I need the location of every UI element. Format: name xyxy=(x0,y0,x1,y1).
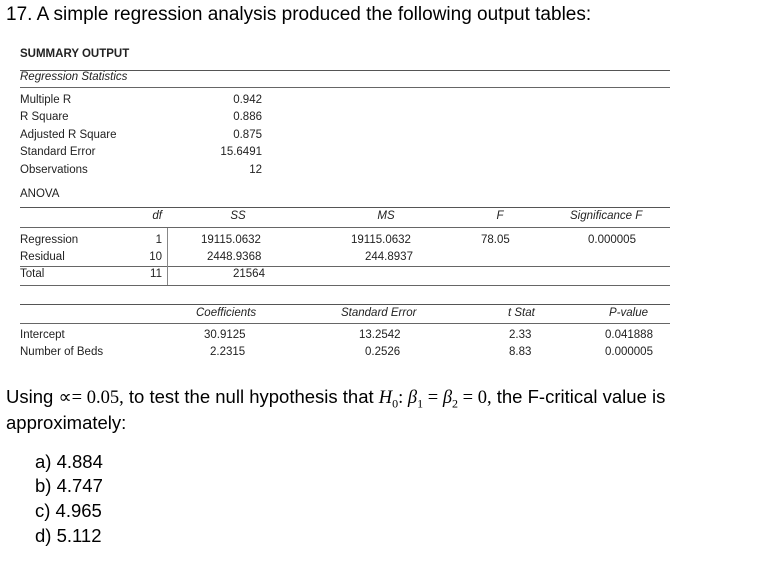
anova-header-ss: SS xyxy=(230,210,246,222)
option-c: c) 4.965 xyxy=(35,500,102,521)
coef-row-label: Intercept xyxy=(20,329,65,341)
coef-cell-p-value: 0.041888 xyxy=(605,329,653,341)
question-title: 17. A simple regression analysis produced the following output tables: xyxy=(6,4,592,25)
anova-rule-top xyxy=(20,207,670,208)
stat-label: R Square xyxy=(20,111,69,123)
hypothesis-h: H xyxy=(378,388,393,408)
coef-cell-t-stat: 8.83 xyxy=(509,346,532,358)
alpha-symbol: ∝ xyxy=(58,388,72,408)
stat-label: Observations xyxy=(20,164,88,176)
hypothesis-colon: : xyxy=(398,388,408,408)
anova-title: ANOVA xyxy=(20,188,60,200)
question-prompt-line1 xyxy=(6,386,665,412)
anova-header-ms: MS xyxy=(377,210,395,222)
summary-title: SUMMARY OUTPUT xyxy=(20,48,130,60)
anova-row-label: Residual xyxy=(20,251,65,263)
prompt-text-before: Using xyxy=(6,386,59,407)
stat-label: Adjusted R Square xyxy=(20,129,117,141)
hypothesis-sub1: 1 xyxy=(417,396,424,411)
anova-header-f: F xyxy=(496,210,504,222)
stat-value: 0.942 xyxy=(233,94,262,106)
anova-header-df: df xyxy=(152,210,162,222)
anova-cell-df: 1 xyxy=(155,234,162,246)
stat-value: 12 xyxy=(249,164,262,176)
stat-label: Multiple R xyxy=(20,94,72,106)
anova-rule-mid xyxy=(20,227,670,228)
anova-rule-bottom xyxy=(20,285,670,286)
anova-vertical-divider xyxy=(167,228,168,285)
coef-cell-t-stat: 2.33 xyxy=(509,329,532,341)
anova-cell-ss: 21564 xyxy=(233,268,265,280)
hypothesis-tail: = 0, xyxy=(458,388,492,408)
anova-cell-ss: 19115.0632 xyxy=(201,234,261,246)
question-prompt-line2: approximately: xyxy=(6,412,127,433)
anova-cell-significance: 0.000005 xyxy=(588,234,636,246)
coef-rule-top xyxy=(20,304,670,305)
hypothesis-beta1: β xyxy=(407,388,418,408)
coef-cell-p-value: 0.000005 xyxy=(605,346,653,358)
coef-cell-coefficient: 2.2315 xyxy=(210,346,246,358)
option-d: d) 5.112 xyxy=(35,525,102,546)
coef-cell-standard-error: 0.2526 xyxy=(365,346,401,358)
coef-rule-mid xyxy=(20,323,670,324)
coef-cell-coefficient: 30.9125 xyxy=(204,329,246,341)
anova-header-significance: Significance F xyxy=(570,210,643,222)
anova-total-rule xyxy=(20,266,670,267)
summary-rule-mid xyxy=(20,87,670,88)
prompt-text-mid: to test the null hypothesis that xyxy=(123,386,379,407)
stat-value: 0.875 xyxy=(233,129,262,141)
hypothesis-sub0: 0 xyxy=(392,396,399,411)
anova-row-label: Total xyxy=(20,268,45,280)
stat-value: 0.886 xyxy=(233,111,262,123)
anova-row-label: Regression xyxy=(20,234,79,246)
anova-cell-f: 78.05 xyxy=(481,234,510,246)
stat-value: 15.6491 xyxy=(220,146,262,158)
anova-cell-ms: 19115.0632 xyxy=(351,234,411,246)
prompt-text-after: the F-critical value is xyxy=(491,386,666,407)
option-a: a) 4.884 xyxy=(35,451,103,472)
hypothesis-sub2: 2 xyxy=(452,396,459,411)
coef-header-standard-error: Standard Error xyxy=(341,307,417,319)
alpha-value: = 0.05, xyxy=(71,388,124,408)
hypothesis-beta2: β xyxy=(442,388,453,408)
anova-cell-df: 10 xyxy=(149,251,162,263)
anova-cell-df: 11 xyxy=(150,268,162,280)
hypothesis-eq: = xyxy=(423,388,443,408)
regression-statistics-header: Regression Statistics xyxy=(20,71,128,83)
coef-header-p-value: P-value xyxy=(609,307,648,319)
option-b: b) 4.747 xyxy=(35,475,103,496)
stat-label: Standard Error xyxy=(20,146,96,158)
coef-header-coefficients: Coefficients xyxy=(196,307,257,319)
anova-cell-ss: 2448.9368 xyxy=(207,251,262,263)
coef-row-label: Number of Beds xyxy=(20,346,104,358)
coef-cell-standard-error: 13.2542 xyxy=(359,329,401,341)
anova-cell-ms: 244.8937 xyxy=(365,251,413,263)
coef-header-t-stat: t Stat xyxy=(508,307,535,319)
